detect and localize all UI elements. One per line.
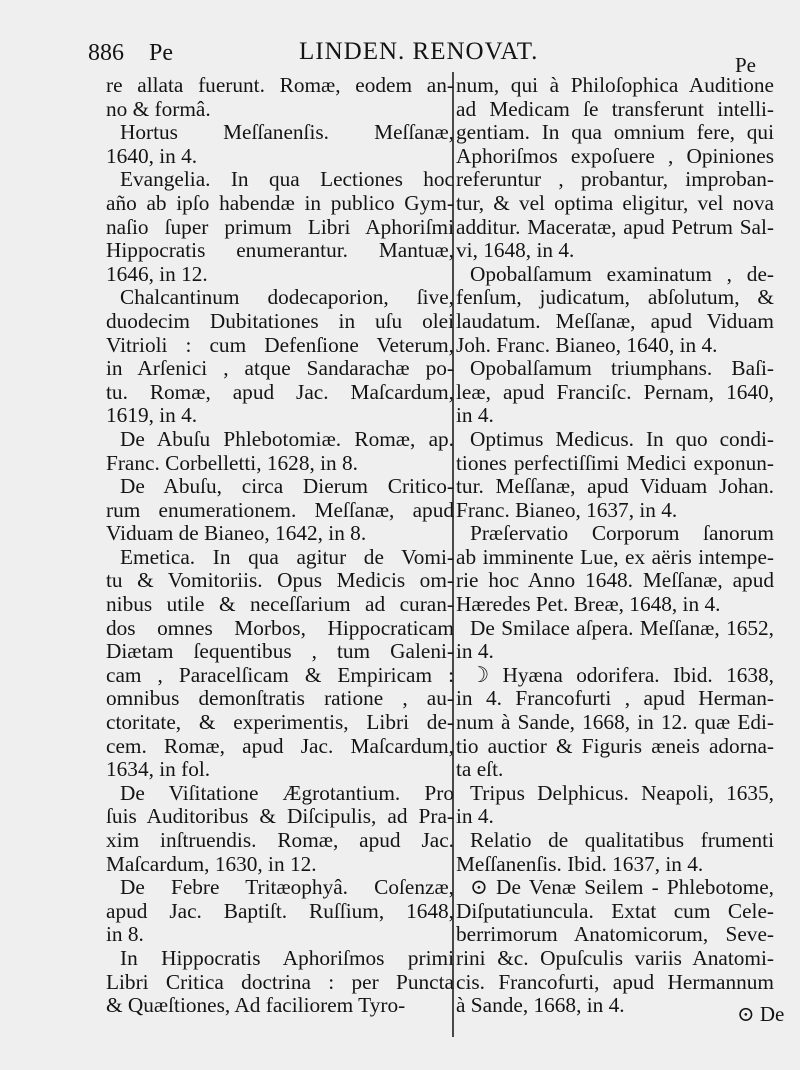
text-line: omnibus demonſtratis ratione , au- (106, 687, 454, 711)
text-line: Hortus Meſſanenſis. Meſſanæ, (120, 121, 454, 145)
text-line: tu & Vomitoriis. Opus Medicis om- (106, 569, 454, 593)
text-line: Joh. Franc. Bianeo, 1640, in 4. (456, 333, 718, 357)
text-line: Hippocratis enumerantur. Mantuæ, (106, 239, 454, 263)
text-line: tiones perfectiſſimi Medici exponun- (456, 451, 774, 475)
text-line: cem. Romæ, apud Jac. Maſcardum, (106, 734, 454, 758)
bibliography-entry (456, 617, 774, 664)
text-line: tu. Romæ, apud Jac. Maſcardum, (106, 380, 454, 404)
text-line: Evangelia. In qua Lectiones hoc (120, 168, 454, 192)
text-line: additur. Maceratæ, apud Petrum Sal- (456, 215, 774, 239)
text-line: 1634, in fol. (106, 758, 211, 782)
text-line: rini &c. Opuſculis variis Anatomi- (456, 946, 774, 970)
text-line: ab imminente Lue, ex aëris intempe- (456, 545, 774, 569)
text-line: De Smilace aſpera. Meſſanæ, 1652, (470, 616, 774, 640)
text-line: Diſputatiuncula. Extat cum Cele- (456, 899, 774, 923)
bibliography-entry (106, 74, 454, 121)
text-line: Hæredes Pet. Breæ, 1648, in 4. (456, 593, 721, 617)
text-line: num, qui à Philoſophica Auditione (456, 74, 774, 97)
bibliography-entry (106, 475, 454, 546)
text-line: ctoritate, & experimentis, Libri de- (106, 711, 454, 735)
bibliography-entry (106, 876, 454, 947)
text-line: duodecim Dubitationes in uſu olei (106, 309, 454, 333)
bibliography-entry (106, 947, 454, 1018)
bibliography-entry (456, 876, 774, 1018)
left-column (106, 74, 454, 1018)
text-line: Franc. Bianeo, 1637, in 4. (456, 498, 678, 522)
text-line: ad Medicam ſe transferunt intelli- (456, 97, 774, 121)
catchword: ⊙ De (737, 1002, 785, 1026)
text-line: naſio ſuper primum Libri Aphoriſmi (106, 215, 454, 239)
text-line: in 4. Francofurti , apud Herman- (456, 687, 774, 711)
text-line: ſuis Auditoribus & Diſcipulis, ad Pra- (106, 805, 454, 829)
text-line: Viduam de Bianeo, 1642, in 8. (106, 522, 367, 546)
text-line: 1640, in 4. (106, 144, 198, 168)
text-line: Maſcardum, 1630, in 12. (106, 852, 317, 876)
text-line: nibus utile & neceſſarium ad curan- (106, 593, 454, 617)
text-line: ⊙ De Venæ Seilem - Phlebotome, (470, 876, 774, 900)
text-line: xim inſtruendis. Romæ, apud Jac. (106, 829, 454, 852)
text-line: cam , Paracelſicam & Empiricam : (106, 663, 454, 687)
text-line: Emetica. In qua agitur de Vomi- (120, 545, 454, 569)
text-line: ☽ Hyæna odorifera. Ibid. 1638, (470, 663, 774, 687)
text-line: Opobalſamum triumphans. Baſi- (470, 357, 774, 381)
text-line: Aphoriſmos expoſuere , Opiniones (456, 144, 774, 168)
text-line: Opobalſamum examinatum , de- (470, 262, 774, 286)
text-line: De Febre Tritæophyâ. Coſenzæ, (120, 876, 454, 900)
text-line: De Abuſu, circa Dierum Critico- (120, 475, 454, 499)
bibliography-entry (456, 357, 774, 428)
text-line: Chalcantinum dodecaporion, ſive, (120, 286, 454, 310)
text-line: tio auctior & Figuris æneis adorna- (456, 734, 774, 758)
text-line: in 4. (456, 640, 494, 664)
page-header (0, 30, 800, 77)
text-line: referuntur , probantur, improban- (456, 168, 774, 192)
bibliography-entry (456, 782, 774, 829)
bibliography-entry (456, 829, 774, 876)
text-line: in 8. (106, 923, 144, 947)
bibliography-entry (106, 286, 454, 428)
text-line: Vitrioli : cum Defenſione Veterum, (106, 333, 454, 357)
text-line: cis. Francofurti, apud Hermannum (456, 970, 774, 994)
running-title: LINDEN. RENOVAT. (299, 38, 539, 65)
page-number: 886 (88, 40, 124, 66)
text-line: leæ, apud Franciſc. Pernam, 1640, (456, 380, 774, 404)
bibliography-entry (456, 74, 774, 263)
text-line: laudatum. Meſſanæ, apud Viduam (456, 309, 774, 333)
text-line: In Hippocratis Aphoriſmos primi (120, 946, 454, 970)
bibliography-entry (106, 782, 454, 876)
text-line: año ab ipſo habendæ in publico Gym- (106, 191, 454, 215)
text-line: Libri Critica doctrina : per Puncta (106, 970, 454, 994)
text-line: 1646, in 12. (106, 262, 208, 286)
bibliography-entry (106, 546, 454, 782)
text-line: re allata fuerunt. Romæ, eodem an- (106, 74, 454, 97)
left-running-head: Pe (149, 40, 173, 66)
text-line: Tripus Delphicus. Neapoli, 1635, (470, 781, 774, 805)
bibliography-entry (456, 263, 774, 357)
text-line: vi, 1648, in 4. (456, 239, 575, 263)
text-line: rum enumerationem. Meſſanæ, apud (106, 498, 454, 522)
text-line: Diætam ſequentibus , tum Galeni- (106, 640, 454, 664)
text-line: Meſſanenſis. Ibid. 1637, in 4. (456, 852, 704, 876)
right-column (456, 74, 774, 1018)
text-line: & Quæſtiones, Ad faciliorem Tyro- (106, 994, 406, 1018)
text-line: Relatio de qualitatibus frumenti (470, 829, 774, 852)
text-line: Optimus Medicus. In quo condi- (470, 427, 774, 451)
bibliography-entry (456, 522, 774, 616)
text-line: no & formâ. (106, 97, 211, 121)
text-line: Franc. Corbelletti, 1628, in 8. (106, 451, 358, 475)
text-line: rie hoc Anno 1648. Meſſanæ, apud (456, 569, 774, 593)
bibliography-entry (106, 121, 454, 168)
right-running-head: Pe (735, 53, 756, 77)
text-line: tur, & vel optima eligitur, vel nova (456, 191, 774, 215)
text-line: apud Jac. Baptiſt. Ruſſium, 1648, (106, 899, 454, 923)
text-line: De Viſitatione Ægrotantium. Pro (120, 781, 454, 805)
bibliography-entry (456, 428, 774, 522)
bibliography-entry (456, 664, 774, 782)
text-line: De Abuſu Phlebotomiæ. Romæ, ap. (120, 427, 454, 451)
text-line: in 4. (456, 805, 494, 829)
text-line: dos omnes Morbos, Hippocraticam (106, 616, 454, 640)
bibliography-entry (106, 168, 454, 286)
text-line: Præſervatio Corporum ſanorum (470, 522, 774, 546)
text-line: tur. Meſſanæ, apud Viduam Johan. (456, 475, 774, 499)
text-line: num à Sande, 1668, in 12. quæ Edi- (456, 711, 774, 735)
text-line: à Sande, 1668, in 4. (456, 994, 625, 1018)
text-line: in 4. (456, 404, 494, 428)
text-line: fenſum, judicatum, abſolutum, & (456, 286, 774, 310)
bibliography-entry (106, 428, 454, 475)
text-line: ta eſt. (456, 758, 504, 782)
text-line: 1619, in 4. (106, 404, 198, 428)
text-line: in Arſenici , atque Sandarachæ po- (106, 357, 454, 381)
text-line: gentiam. In qua omnium fere, qui (456, 121, 774, 145)
text-line: berrimorum Anatomicorum, Seve- (456, 923, 774, 947)
